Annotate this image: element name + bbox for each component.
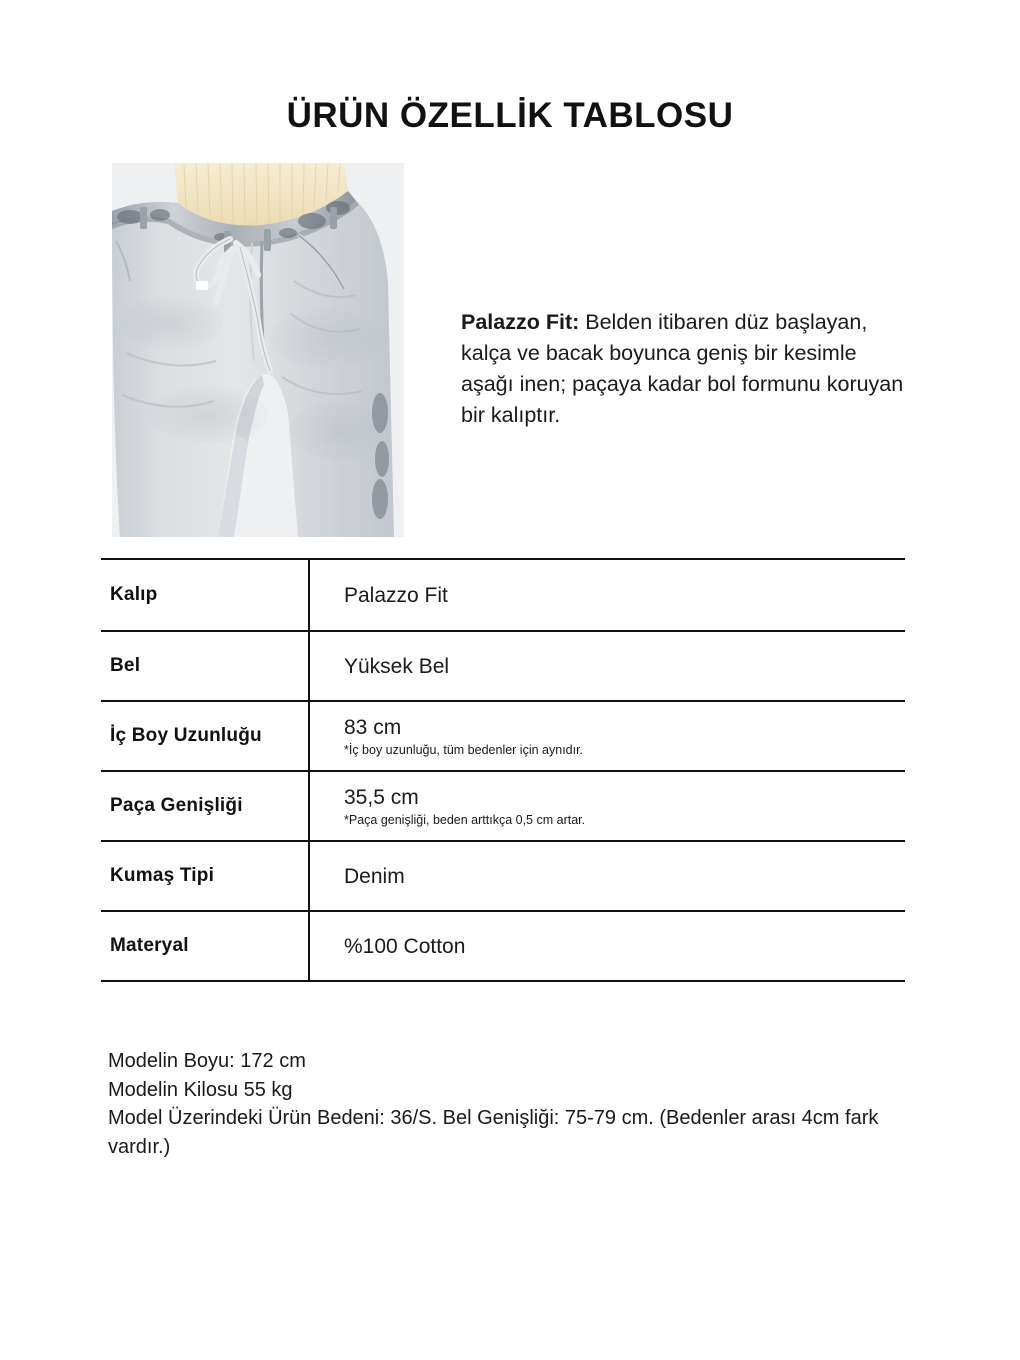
- spec-value-cell: [310, 560, 905, 630]
- spec-value-cell: [310, 910, 905, 980]
- table-row: [101, 910, 905, 980]
- spec-value: 83 cm: [344, 715, 402, 739]
- spec-table: [101, 558, 905, 982]
- spec-note: *Paça genişliği, beden arttıkça 0,5 cm artar.: [344, 812, 586, 827]
- spec-value: 35,5 cm: [344, 785, 419, 809]
- model-size: Model Üzerindeki Ürün Bedeni: 36/S. Bel Genişliği: 75-79 cm. (Bedenler arası 4cm fark vardır.): [108, 1107, 884, 1158]
- spec-value: Palazzo Fit: [344, 583, 448, 607]
- spec-label: İç Boy Uzunluğu: [101, 700, 308, 770]
- spec-label: Paça Genişliği: [101, 770, 308, 840]
- description-body: Belden itibaren düz başlayan, kalça ve bacak boyunca geniş bir kesimle aşağı inen; paçaya kadar bol formunu koruyan bir kalıptır.: [461, 310, 904, 427]
- description-lead: Palazzo Fit:: [461, 310, 580, 334]
- model-weight: Modelin Kilosu 55 kg: [108, 1078, 293, 1101]
- page-title: ÜRÜN ÖZELLİK TABLOSU: [286, 96, 734, 135]
- spec-label: Kumaş Tipi: [101, 840, 308, 910]
- spec-note: *İç boy uzunluğu, tüm bedenler için aynıdır.: [344, 742, 584, 757]
- spec-label: Kalıp: [110, 584, 158, 605]
- spec-label: Materyal: [101, 910, 308, 980]
- spec-value-cell: [310, 700, 905, 770]
- spec-value: Denim: [344, 864, 405, 888]
- table-row: [101, 630, 905, 700]
- table-row: [101, 700, 905, 770]
- model-info: [108, 1047, 898, 1161]
- table-row: [101, 770, 905, 840]
- spec-value-cell: [310, 630, 905, 700]
- spec-value: Yüksek Bel: [344, 654, 450, 678]
- product-photo: [112, 163, 404, 537]
- spec-label: Bel: [101, 630, 308, 700]
- model-height: Modelin Boyu: 172 cm: [108, 1050, 306, 1072]
- spec-value: %100 Cotton: [344, 934, 466, 958]
- table-row: [101, 560, 905, 630]
- spec-value-cell: [310, 840, 905, 910]
- product-photo-illustration: [112, 163, 404, 537]
- table-row: [101, 840, 905, 910]
- product-description: [461, 307, 913, 431]
- spec-value-cell: [310, 770, 905, 840]
